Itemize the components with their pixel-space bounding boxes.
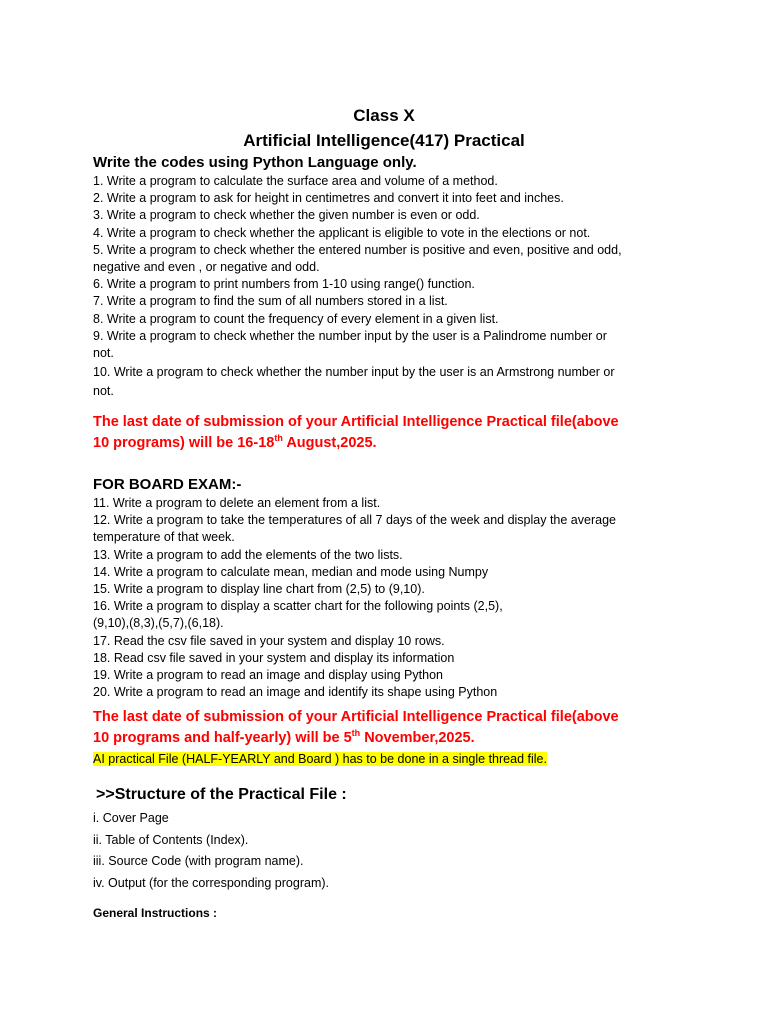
list-item: i. Cover Page bbox=[93, 811, 169, 825]
board-exam-heading: FOR BOARD EXAM:- bbox=[93, 476, 242, 493]
list-item: 14. Write a program to calculate mean, median and mode using Numpy bbox=[93, 564, 489, 579]
list-item: 13. Write a program to add the elements of the two lists. bbox=[93, 547, 403, 562]
structure-list bbox=[93, 808, 693, 894]
list-item: iv. Output (for the corresponding program). bbox=[93, 875, 329, 890]
list-item: 3. Write a program to check whether the given number is even or odd. bbox=[93, 208, 480, 223]
general-instructions-heading: General Instructions : bbox=[93, 906, 218, 920]
list-item: 2. Write a program to ask for height in centimetres and convert it into feet and inches. bbox=[93, 191, 564, 206]
list-item: 19. Write a program to read an image and display using Python bbox=[93, 668, 443, 683]
deadline-line: The last date of submission of your Artificial Intelligence Practical file(above bbox=[93, 414, 619, 430]
instruction-heading: Write the codes using Python Language only. bbox=[93, 154, 417, 171]
deadline-line: 10 programs and half-yearly) will be 5th November,2025. bbox=[93, 728, 475, 746]
program-list-part1 bbox=[93, 173, 693, 401]
list-item: 20. Write a program to read an image and identify its shape using Python bbox=[93, 685, 498, 700]
list-item: 10. Write a program to check whether the number input by the user is an Armstrong number or bbox=[93, 365, 615, 380]
highlight-note bbox=[93, 750, 693, 768]
deadline-line: 10 programs) will be 16-18th August,2025. bbox=[93, 433, 377, 451]
list-item: iii. Source Code (with program name). bbox=[93, 854, 304, 868]
highlighted-text: AI practical File (HALF-YEARLY and Board ) has to be done in a single thread file. bbox=[93, 752, 547, 766]
list-item: 6. Write a program to print numbers from 1-10 using range() function. bbox=[93, 277, 475, 292]
list-item: 9. Write a program to check whether the number input by the user is a Palindrome number or bbox=[93, 328, 607, 343]
list-item: 4. Write a program to check whether the applicant is eligible to vote in the elections or not. bbox=[93, 225, 591, 240]
list-item: ii. Table of Contents (Index). bbox=[93, 832, 249, 847]
list-item: 5. Write a program to check whether the entered number is positive and even, positive and odd, bbox=[93, 242, 622, 257]
list-item: 12. Write a program to take the temperatures of all 7 days of the week and display the average bbox=[93, 513, 616, 528]
program-list-part2 bbox=[93, 495, 693, 701]
list-item: 7. Write a program to find the sum of all numbers stored in a list. bbox=[93, 294, 448, 309]
list-item: temperature of that week. bbox=[93, 530, 235, 545]
list-item: not. bbox=[93, 384, 114, 399]
list-item: 11. Write a program to delete an element from a list. bbox=[93, 496, 381, 510]
list-item: 8. Write a program to count the frequency of every element in a given list. bbox=[93, 311, 499, 326]
subject-title: Artificial Intelligence(417) Practical bbox=[243, 131, 525, 150]
deadline-line: The last date of submission of your Artificial Intelligence Practical file(above bbox=[93, 709, 619, 725]
deadline-notice-1 bbox=[93, 412, 693, 454]
list-item: 17. Read the csv file saved in your system and display 10 rows. bbox=[93, 633, 445, 648]
list-item: 16. Write a program to display a scatter chart for the following points (2,5), bbox=[93, 599, 503, 614]
deadline-notice-2 bbox=[93, 707, 693, 749]
list-item: 1. Write a program to calculate the surface area and volume of a method. bbox=[93, 174, 498, 188]
list-item: negative and even , or negative and odd. bbox=[93, 260, 320, 275]
class-title: Class X bbox=[353, 106, 415, 125]
list-item: 15. Write a program to display line chart from (2,5) to (9,10). bbox=[93, 582, 425, 597]
list-item: 18. Read csv file saved in your system and display its information bbox=[93, 650, 455, 665]
list-item: not. bbox=[93, 346, 114, 361]
structure-heading: >>Structure of the Practical File : bbox=[96, 786, 347, 803]
list-item: (9,10),(8,3),(5,7),(6,18). bbox=[93, 616, 224, 631]
